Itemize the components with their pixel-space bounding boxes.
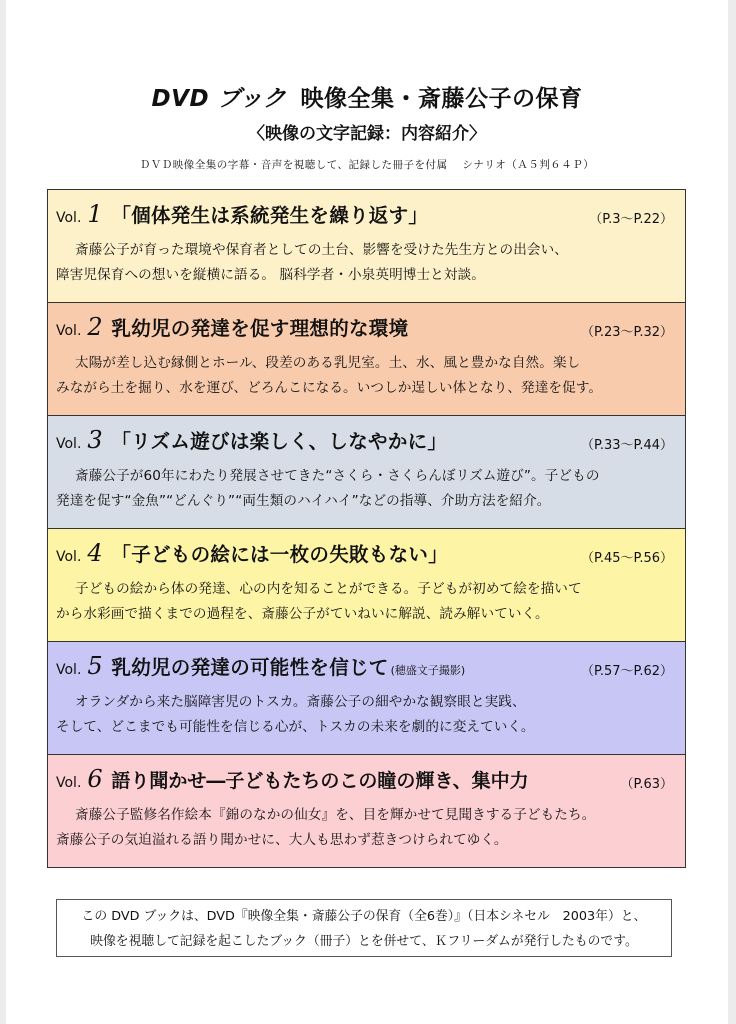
volume-6-heading (56, 765, 675, 797)
description-line-1: 太陽が差し込む縁側とホール、段差のある乳児室。土、水、風と豊かな自然。楽し (75, 355, 581, 371)
volume-description (56, 238, 675, 288)
volume-pages: （P.33～P.44） (581, 438, 673, 453)
description-line-2: 斎藤公子の気迫溢れる語り聞かせに、大人も思わず惹きつけられてゆく。 (56, 832, 508, 848)
footer-line-1: この DVD ブックは、DVD『映像全集・斎藤公子の保育（全6巻）』（日本シネセル 2003年）と、 (81, 909, 647, 924)
volume-label: Vol. (56, 549, 82, 565)
volume-number: 4 (87, 539, 103, 567)
description-line-2: 障害児保育への想いを縦横に語る。 脳科学者・小泉英明博士と対談。 (56, 267, 485, 283)
volume-label: Vol. (56, 662, 82, 678)
volume-label: Vol. (56, 775, 82, 791)
description-line-2: から水彩画で描くまでの過程を、斎藤公子がていねいに解説、読み解いていく。 (56, 606, 549, 622)
description-line-2: そして、どこまでも可能性を信じる心が、トスカの未来を劇的に変えていく。 (56, 719, 535, 735)
volume-label: Vol. (56, 323, 82, 339)
document-title (6, 80, 728, 113)
volume-number: 6 (87, 765, 103, 793)
description-line-1: 斎藤公子が60年にわたり発展させてきた“さくら・さくらんぼリズム遊び”。子どもの (75, 468, 600, 484)
volume-label: Vol. (56, 210, 82, 226)
volume-1-heading (56, 200, 675, 232)
volume-title: 語り聞かせ―子どもたちのこの瞳の輝き、集中力 (111, 770, 529, 792)
volume-1 (48, 190, 685, 303)
volume-3 (48, 416, 685, 529)
volume-2 (48, 303, 685, 416)
document-page (6, 0, 728, 1024)
title-main: 映像全集・斎藤公子の保育 (300, 86, 583, 112)
volume-title: 「個体発生は系統発生を繰り返す」 (111, 204, 429, 227)
volume-pages: （P.3～P.22） (589, 212, 673, 227)
volume-title: 「リズム遊びは楽しく、しなやかに」 (111, 430, 448, 453)
volume-list (47, 189, 686, 868)
footer-note-box (56, 899, 672, 957)
title-prefix: DVD ブック (151, 86, 287, 112)
volume-6 (48, 755, 685, 868)
volume-credit: (穂盛文子撮影) (390, 664, 466, 677)
volume-number: 3 (87, 426, 103, 454)
volume-description (56, 803, 675, 853)
volume-number: 2 (87, 313, 103, 341)
document-subtitle: 〈映像の文字記録：内容紹介〉 (248, 124, 486, 144)
volume-number: 1 (87, 200, 103, 228)
volume-5 (48, 642, 685, 755)
volume-4 (48, 529, 685, 642)
volume-label: Vol. (56, 436, 82, 452)
volume-description (56, 690, 675, 740)
volume-title: 乳幼児の発達を促す理想的な環境 (111, 317, 409, 340)
footer-line-2: 映像を視聴して記録を起こしたブック（冊子）とを併せて、Ｋフリーダムが発行したものです。 (90, 934, 638, 949)
volume-description (56, 351, 675, 401)
volume-title: 「子どもの絵には一枚の失敗もない」 (111, 543, 449, 566)
volume-pages: （P.57～P.62） (581, 664, 673, 679)
description-line-1: 斎藤公子が育った環境や保育者としての土台、影響を受けた先生方との出会い、 (75, 242, 569, 258)
description-line-1: 子どもの絵から体の発達、心の内を知ることができる。子どもが初めて絵を描いて (75, 581, 582, 597)
volume-number: 5 (87, 652, 103, 680)
volume-title: 乳幼児の発達の可能性を信じて (111, 656, 389, 679)
description-line-2: みながら土を掘り、水を運び、どろんこになる。いつしか逞しい体となり、発達を促す。 (56, 380, 603, 396)
description-line-1: オランダから来た脳障害児のトスカ。斎藤公子の細やかな観察眼と実践、 (75, 694, 526, 710)
description-line-1: 斎藤公子監修名作絵本『錦のなかの仙女』を、目を輝かせて見聞きする子どもたち。 (75, 807, 596, 823)
volume-pages: （P.63） (620, 777, 673, 792)
volume-pages: （P.23～P.32） (581, 325, 673, 340)
volume-description (56, 577, 675, 627)
volume-description (56, 464, 675, 514)
volume-pages: （P.45～P.56） (581, 551, 673, 566)
document-note: ＤＶＤ映像全集の字幕・音声を視聴して、記録した冊子を付属 シナリオ（Ａ５判６４Ｐ） (139, 159, 595, 171)
description-line-2: 発達を促す“金魚”“どんぐり”“両生類のハイハイ”などの指導、介助方法を紹介。 (56, 493, 551, 509)
